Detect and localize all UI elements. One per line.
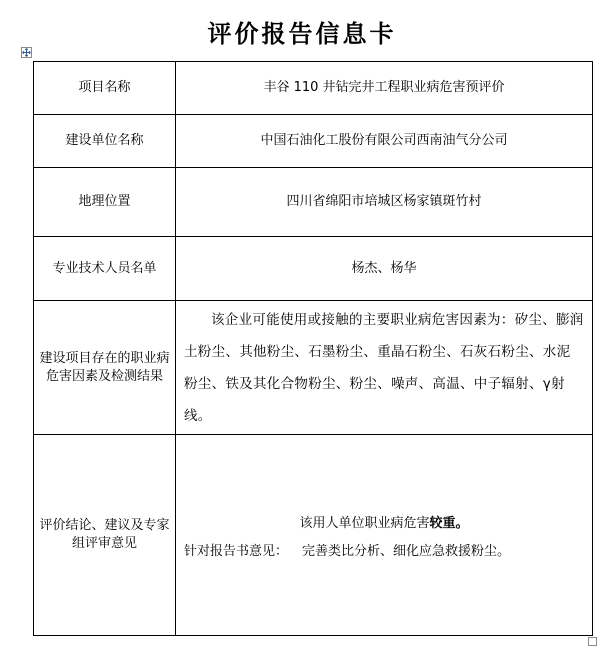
- hazard-factors-label: 建设项目存在的职业病危害因素及检测结果: [34, 301, 176, 435]
- info-card-table: [33, 61, 593, 636]
- hazard-factors-value: 该企业可能使用或接触的主要职业病危害因素为：矽尘、膨润土粉尘、其他粉尘、石墨粉尘、重晶石粉尘、石灰石粉尘、水泥粉尘、铁及其化合物粉尘、粉尘、噪声、高温、中子辐射、γ射线。: [184, 311, 584, 424]
- table-row: [34, 115, 593, 168]
- staff-list-label: 专业技术人员名单: [34, 237, 176, 301]
- conclusion-emphasis: 较重。: [429, 516, 469, 531]
- location-value: 四川省绵阳市培城区杨家镇斑竹村: [176, 168, 593, 237]
- move-arrows-icon[interactable]: [21, 47, 32, 58]
- table-row: [34, 62, 593, 115]
- opinion-text: 完善类比分析、细化应急救援粉尘。: [302, 544, 511, 559]
- table-row: [34, 168, 593, 237]
- construction-unit-label: 建设单位名称: [34, 115, 176, 168]
- page-title: 评价报告信息卡: [207, 19, 397, 48]
- table-row: [34, 435, 593, 636]
- conclusion-label: 评价结论、建议及专家组评审意见: [34, 435, 176, 636]
- resize-handle-icon[interactable]: [588, 637, 597, 646]
- location-label: 地理位置: [34, 168, 176, 237]
- conclusion-prefix: 该用人单位职业病危害: [299, 516, 430, 531]
- construction-unit-value: 中国石油化工股份有限公司西南油气分公司: [176, 115, 593, 168]
- opinion-label: 针对报告书意见：: [184, 544, 289, 559]
- expert-opinion: [184, 540, 584, 564]
- table-row: [34, 301, 593, 435]
- conclusion-text: [184, 512, 584, 536]
- project-name-value: 丰谷 110 井钻完井工程职业病危害预评价: [176, 62, 593, 115]
- staff-list-value: 杨杰、杨华: [176, 237, 593, 301]
- project-name-label: 项目名称: [34, 62, 176, 115]
- table-row: [34, 237, 593, 301]
